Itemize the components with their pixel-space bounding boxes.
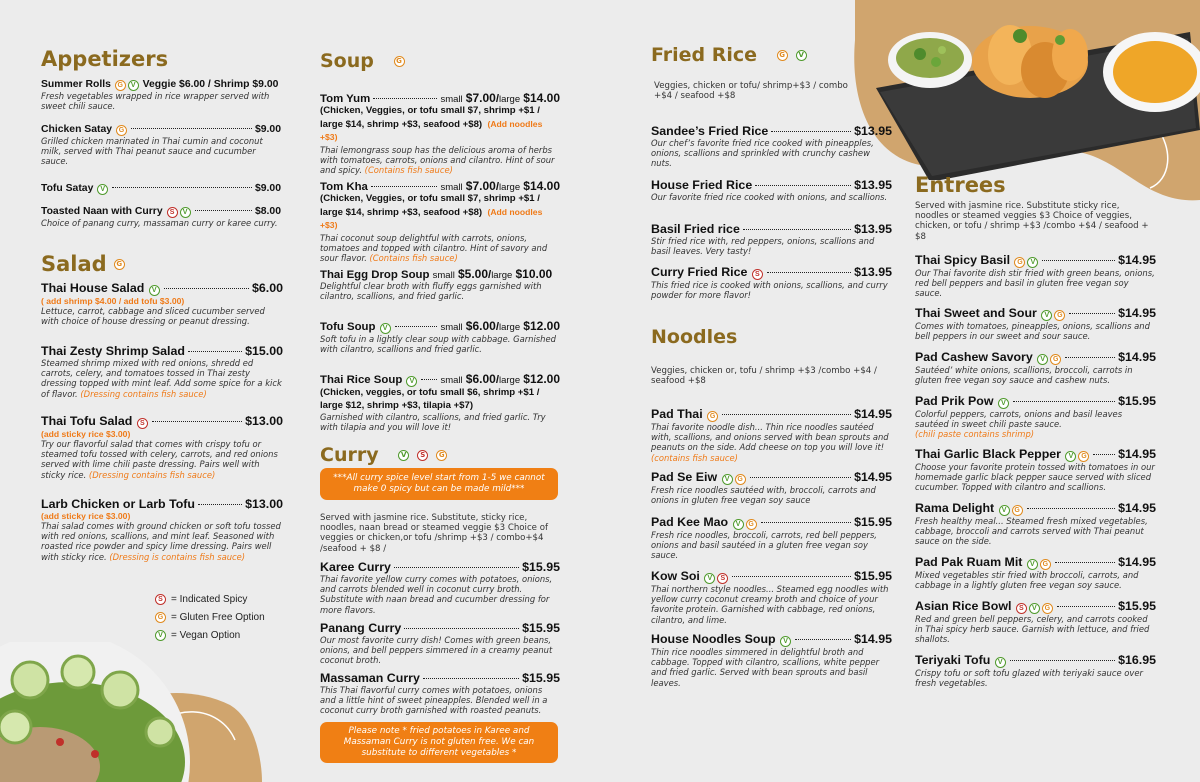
small-price: $7.00 bbox=[465, 91, 496, 105]
fish-sauce-note: (Dressing is contains fish sauce) bbox=[109, 551, 246, 562]
item-description: Thai northern style noodles... Steamed egg noodles with yellow curry coconut creamy broth and choice of your favorite protein. Garnished with cabbage, red onions, cilantro, and lime. bbox=[651, 584, 889, 625]
cashew-item bbox=[915, 350, 1156, 385]
asian-rice-bowl-item bbox=[915, 599, 1156, 645]
item-name: Thai Sweet and Sour bbox=[915, 306, 1037, 320]
leader-dots bbox=[743, 229, 851, 230]
vegan-icon: V bbox=[128, 80, 139, 91]
leader-dots bbox=[112, 187, 252, 188]
gluten-free-icon: G bbox=[735, 474, 746, 485]
item-price: $13.95 bbox=[854, 124, 892, 138]
salad-title: Salad G bbox=[41, 252, 126, 276]
shrimp-paste-note: (chili paste contains shrimp) bbox=[915, 429, 1035, 440]
item-name: Tofu Satay bbox=[41, 183, 94, 194]
item-name: Pad Cashew Savory bbox=[915, 350, 1033, 364]
item-price: $14.95 bbox=[1118, 447, 1156, 461]
item-description: Red and green bell peppers, celery, and carrots cooked in Thai spicy herb sauce. Garnish with lettuce, and fried shallots. bbox=[915, 614, 1150, 645]
item-price: $16.95 bbox=[1118, 653, 1156, 667]
leader-dots bbox=[152, 421, 242, 422]
gluten-free-icon: G bbox=[707, 411, 718, 422]
item-price: $15.95 bbox=[522, 671, 560, 685]
vegan-icon: V bbox=[97, 184, 108, 195]
leader-dots bbox=[761, 522, 852, 523]
item-name: Pad Pak Ruam Mit bbox=[915, 555, 1023, 569]
size-options: (Chicken, veggies, or tofu small $6, shrimp +$1 / large $12, shrimp +$3, tilapia +$7) bbox=[320, 387, 540, 411]
item-name: Pad Se Eiw bbox=[651, 470, 718, 484]
leader-dots bbox=[164, 288, 249, 289]
item-description: Thai favorite yellow curry comes with potatoes, onions, and carrots blended well in coconut curry broth. Substitute with naan bread and cucumber dressing for more flavors. bbox=[320, 574, 553, 615]
gluten-free-icon: G bbox=[1040, 559, 1051, 570]
item-description: Our favorite fried rice cooked with onions, and scallions. bbox=[651, 192, 888, 202]
pak-ruam-mit-item bbox=[915, 555, 1156, 590]
item-description: Thai coconut soup delightful with carrots, onions, tomatoes and topped with cilantro. Hint of savory and sour flavor. bbox=[320, 232, 548, 263]
garlic-pepper-item bbox=[915, 447, 1156, 493]
item-price: $15.95 bbox=[854, 515, 892, 529]
larb-item bbox=[41, 497, 283, 562]
gluten-free-icon: G bbox=[1078, 451, 1089, 462]
legend-gluten-free: = Gluten Free Option bbox=[171, 611, 265, 623]
leader-dots bbox=[1069, 313, 1115, 314]
larb-food-photo bbox=[0, 642, 200, 782]
item-description: Steamed shrimp mixed with red onions, shredd ed carrots, celery, and tomatoes tossed in Thai zesty dressing topped with mint leaf. Add some spice for a kick of flavor. bbox=[41, 358, 282, 399]
item-name: Basil Fried rice bbox=[651, 222, 740, 236]
spicy-icon: S bbox=[752, 269, 763, 280]
leader-dots bbox=[373, 98, 437, 99]
item-price: $13.95 bbox=[854, 265, 892, 279]
item-name: Pad Prik Pow bbox=[915, 394, 994, 408]
item-description: Choose your favorite protein tossed with tomatoes in our homemade garlic black pepper sauce served with sliced cucumber. Topped with cilantro and scallions. bbox=[915, 462, 1155, 493]
item-description: Our most favorite curry dish! Comes with green beans, onions, and bell peppers simmered in a creamy peanut coconut broth. bbox=[320, 635, 553, 666]
item-description: Sautéed’ white onions, scallions, broccoli, carrots in gluten free vegan soy sauce and cashew nuts. bbox=[915, 365, 1133, 386]
item-add-on-note: (add sticky rice $3.00) bbox=[41, 511, 131, 521]
leader-dots bbox=[1042, 260, 1115, 261]
large-price: $12.00 bbox=[523, 319, 560, 333]
fish-sauce-note: (Dressing contains fish sauce) bbox=[80, 388, 207, 399]
leader-dots bbox=[371, 186, 438, 187]
item-price: $14.95 bbox=[1118, 501, 1156, 515]
teriyaki-tofu-item bbox=[915, 653, 1156, 688]
small-label: small bbox=[440, 322, 463, 333]
spicy-icon: S bbox=[137, 418, 148, 429]
item-name: Pad Thai bbox=[651, 407, 703, 421]
item-name: Thai Spicy Basil bbox=[915, 253, 1011, 267]
item-name: Rama Delight bbox=[915, 501, 995, 515]
item-name: Kow Soi bbox=[651, 569, 700, 583]
leader-dots bbox=[722, 414, 851, 415]
soup-title: Soup G bbox=[320, 50, 406, 72]
tofu-satay-item bbox=[41, 183, 281, 195]
panang-curry-item bbox=[320, 621, 560, 666]
small-label: small bbox=[432, 270, 455, 281]
item-name: Tom Kha bbox=[320, 181, 368, 193]
leader-dots bbox=[1055, 562, 1115, 563]
item-price: $14.95 bbox=[1118, 253, 1156, 267]
item-price: $6.00 bbox=[251, 281, 283, 295]
noodles-intro: Veggies, chicken or, tofu / shrimp +$3 /combo +$4 / seafood +$8 bbox=[651, 366, 877, 387]
large-label: large bbox=[499, 322, 521, 333]
item-price: $14.95 bbox=[1118, 306, 1156, 320]
item-name: Teriyaki Tofu bbox=[915, 653, 991, 667]
item-description: Delightful clear broth with fluffy eggs garnished with cilantro, scallions, and fried garlic. bbox=[320, 281, 542, 302]
house-noodle-soup-item bbox=[651, 632, 892, 688]
item-name: Thai Rice Soup bbox=[320, 374, 403, 386]
small-price: $7.00 bbox=[465, 179, 496, 193]
item-description: Mixed vegetables stir fried with broccoli, carrots, and cabbage in a lightly gluten free vegan soy sauce. bbox=[915, 570, 1139, 591]
leader-dots bbox=[423, 678, 519, 679]
item-description: Fresh rice noodles, broccoli, carrots, red bell peppers, onions and basil sautéed in a gluten free vegan soy sauce. bbox=[651, 530, 877, 561]
small-price: $6.00 bbox=[465, 319, 496, 333]
gluten-free-icon: G bbox=[1050, 354, 1061, 365]
gluten-free-icon: G bbox=[394, 56, 405, 67]
fish-sauce-note: (Dressing contains fish sauce) bbox=[88, 469, 216, 480]
house-salad-item bbox=[41, 281, 283, 326]
large-label: large bbox=[499, 375, 521, 386]
curry-title: Curry V S G bbox=[320, 444, 448, 466]
leader-dots bbox=[795, 639, 851, 640]
item-name: Thai Garlic Black Pepper bbox=[915, 447, 1061, 461]
satay-food-photo bbox=[870, 0, 1200, 180]
vegan-icon: V bbox=[1037, 354, 1048, 365]
leader-dots bbox=[421, 379, 437, 380]
size-options: (Chicken, Veggies, or tofu small $7, shrimp +$1 / large $14, shrimp +$3, seafood +$8) bbox=[320, 193, 540, 218]
small-label: small bbox=[440, 375, 463, 386]
item-description: Choice of panang curry, massaman curry or karee curry. bbox=[41, 218, 278, 228]
gluten-free-icon: G bbox=[1042, 603, 1053, 614]
item-price: $15.00 bbox=[245, 344, 283, 358]
item-name: Karee Curry bbox=[320, 560, 391, 574]
leader-dots bbox=[131, 128, 252, 129]
large-price: $12.00 bbox=[523, 372, 560, 386]
gluten-free-icon: G bbox=[436, 450, 447, 461]
rice-soup-item: Thai Rice Soup V small $6.00 / large $12.00 (Chicken, veggies, or tofu small $6, shrimp +$1 / large $12, shrimp +$3, tilapia +$7) Garnished with cilantro, scallions, and fried garlic. Try with tilapia and you will love it! bbox=[320, 372, 560, 433]
vegan-icon: V bbox=[149, 285, 160, 296]
gluten-free-icon: G bbox=[155, 612, 166, 623]
gluten-free-icon: G bbox=[1012, 505, 1023, 516]
item-description: Colorful peppers, carrots, onions and basil leaves sautéed in sweet chili paste sauce. bbox=[915, 409, 1123, 430]
item-description: Fresh healthy meal... Steamed fresh mixed vegetables, cabbage, broccoli and carrots served with Thai peanut sauce on the side. bbox=[915, 516, 1148, 547]
vegan-icon: V bbox=[995, 657, 1006, 668]
sweet-sour-item bbox=[915, 306, 1156, 341]
small-price: $6.00 bbox=[465, 372, 496, 386]
tom-kha-item: Tom Kha small $7.00 / large $14.00 (Chicken, Veggies, or tofu small $7, shrimp +$1 / large $14, shrimp +$3, seafood +$8) (Add noodles +$3) Thai coconut soup delightful with carrots, onions, tomatoes and topped with cilantro. Hint of savory and sour flavor. (Contains fish sauce) bbox=[320, 179, 560, 263]
icon-legend bbox=[154, 590, 265, 644]
item-name: Tofu Soup bbox=[320, 321, 376, 333]
fish-sauce-note: (contains fish sauce) bbox=[651, 452, 738, 463]
item-name: Chicken Satay bbox=[41, 124, 113, 135]
leader-dots bbox=[771, 131, 851, 132]
item-price: $15.95 bbox=[1118, 599, 1156, 613]
item-price: $15.95 bbox=[1118, 394, 1156, 408]
curry-fried-rice-item bbox=[651, 265, 892, 300]
item-price: $14.95 bbox=[854, 632, 892, 646]
gluten-free-icon: G bbox=[746, 519, 757, 530]
item-description: Try our flavorful salad that comes with crispy tofu or steamed tofu tossed with celery, carrots, and red onions served with lime chili paste dressing. Pairs well with sticky rice. bbox=[41, 439, 278, 480]
leader-dots bbox=[1093, 454, 1115, 455]
item-name: Asian Rice Bowl bbox=[915, 599, 1012, 613]
item-price: $13.00 bbox=[245, 414, 283, 428]
item-price: $9.00 bbox=[254, 183, 281, 194]
item-name: Thai Egg Drop Soup bbox=[320, 269, 430, 281]
prik-pow-item bbox=[915, 394, 1156, 440]
item-add-on-note: (add sticky rice $3.00) bbox=[41, 429, 131, 439]
item-price: $9.00 bbox=[254, 124, 281, 135]
item-price: $13.95 bbox=[854, 222, 892, 236]
leader-dots bbox=[195, 210, 252, 211]
item-description: Thai favorite noodle dish... Thin rice noodles sautéed with, scallions, and onions served with bean sprouts and peanuts on the side. Add cheese on top you will love it! bbox=[651, 422, 889, 453]
item-description: Soft tofu in a lightly clear soup with cabbage. Garnished with cilantro, scallions and fried garlic. bbox=[320, 334, 556, 355]
vegan-icon: V bbox=[704, 573, 715, 584]
item-description: This Thai flavorful curry comes with potatoes, onions and a little hint of sweet pineapples. Blended well in a coconut curry broth garnished with roasted peanuts. bbox=[320, 685, 548, 716]
item-price: $8.00 bbox=[254, 206, 281, 217]
zesty-shrimp-salad-item bbox=[41, 344, 283, 399]
item-description: Thin rice noodles simmered in delightful broth and cabbage. Topped with cilantro, scallions, white pepper and fried garlic. Served with bean sprouts and basil leaves. bbox=[651, 647, 880, 688]
leader-dots bbox=[395, 326, 438, 327]
gluten-free-icon: G bbox=[115, 80, 126, 91]
item-name: Massaman Curry bbox=[320, 671, 420, 685]
item-name: House Noodles Soup bbox=[651, 632, 776, 646]
tom-yum-item: Tom Yum small $7.00 / large $14.00 (Chicken, Veggies, or tofu small $7, shrimp +$1 / large $14, shrimp +$3, seafood +$8) (Add noodles +$3) Thai lemongrass soup has the delicious aroma of herbs with tomatoes, carrots, onions and cilantro. Hint of sour and spicy. (Contains fish sauce) bbox=[320, 91, 560, 175]
vegan-icon: V bbox=[406, 376, 417, 387]
item-description: Our Thai favorite dish stir fried with green beans, onions, red bell peppers and basil in gluten free vegan soy sauce. bbox=[915, 268, 1155, 299]
item-description: Thai salad comes with ground chicken or soft tofu tossed with red onions, scallions, and mint leaf. Seasoned with roasted rice powder and spicy lime dressing. Pairs well with sticky rice. bbox=[41, 521, 281, 562]
large-price: $10.00 bbox=[515, 267, 553, 281]
spicy-icon: S bbox=[417, 450, 428, 461]
item-description: Stir fried rice with, red peppers, onions, scallions and basil leaves. Very tasty! bbox=[651, 236, 875, 257]
basil-fried-rice-item bbox=[651, 222, 892, 256]
item-name: Summer Rolls bbox=[41, 79, 111, 90]
entrees-title: Entrees bbox=[915, 173, 1006, 197]
item-name: House Fried Rice bbox=[651, 178, 753, 192]
small-price: $5.00 bbox=[457, 267, 489, 281]
leader-dots bbox=[198, 504, 242, 505]
tofu-salad-item bbox=[41, 414, 283, 480]
item-price: $13.95 bbox=[854, 178, 892, 192]
item-name: Pad Kee Mao bbox=[651, 515, 729, 529]
large-price: $14.00 bbox=[523, 91, 560, 105]
vegan-icon: V bbox=[1065, 451, 1076, 462]
vegan-icon: V bbox=[155, 630, 166, 641]
leader-dots bbox=[1010, 660, 1115, 661]
pad-se-eiw-item bbox=[651, 470, 892, 505]
fish-sauce-note: (Contains fish sauce) bbox=[369, 252, 458, 263]
leader-dots bbox=[767, 272, 851, 273]
item-price: $14.95 bbox=[854, 470, 892, 484]
item-description: Lettuce, carrot, cabbage and sliced cucumber served with choice of house dressing or peanut dressing. bbox=[41, 306, 265, 327]
kow-soi-item bbox=[651, 569, 892, 625]
vegan-icon: V bbox=[398, 450, 409, 461]
gluten-free-icon: G bbox=[114, 259, 125, 270]
item-price: $14.95 bbox=[1118, 555, 1156, 569]
toasted-naan-item bbox=[41, 206, 281, 228]
vegan-icon: V bbox=[380, 323, 391, 334]
item-description: Our chef’s favorite fried rice cooked with pineapples, onions, scallions and sprinkled with crunchy cashew nuts. bbox=[651, 138, 874, 169]
summer-rolls-item bbox=[41, 79, 281, 111]
rama-delight-item bbox=[915, 501, 1156, 547]
vegan-icon: V bbox=[1027, 257, 1038, 268]
fish-sauce-note: (Contains fish sauce) bbox=[364, 164, 453, 175]
item-description: Grilled chicken marinated in Thai cumin and coconut milk, served with Thai peanut sauce and cucumber sauce. bbox=[41, 136, 263, 167]
item-name: Thai Zesty Shrimp Salad bbox=[41, 344, 185, 358]
legend-vegan: = Vegan Option bbox=[171, 629, 241, 641]
item-price: $15.95 bbox=[522, 621, 560, 635]
noodle-add-on: (Add noodles +$3) bbox=[320, 206, 543, 230]
curry-intro: Served with jasmine rice. Substitute, sticky rice, noodles, naan bread or steamed veggie $3 Choice of veggies or chicken,or tofu /shrimp +$3 / combo+$4 /seafood + $8 / bbox=[320, 513, 548, 554]
sandee-fried-rice-item bbox=[651, 124, 892, 169]
massaman-curry-item bbox=[320, 671, 560, 716]
vegan-icon: V bbox=[180, 207, 191, 218]
item-name: Panang Curry bbox=[320, 621, 402, 635]
appetizers-title: Appetizers bbox=[41, 47, 169, 71]
item-description: Crispy tofu or soft tofu glazed with teriyaki sauce over fresh vegetables. bbox=[915, 668, 1143, 689]
item-name: Sandee’s Fried Rice bbox=[651, 124, 769, 138]
item-description: Fresh rice noodles sautéed with, broccoli, carrots and onions in gluten free vegan soy sauce bbox=[651, 485, 876, 506]
leader-dots bbox=[188, 351, 242, 352]
vegan-icon: V bbox=[1041, 310, 1052, 321]
vegan-icon: V bbox=[999, 505, 1010, 516]
vegan-icon: V bbox=[998, 398, 1009, 409]
leader-dots bbox=[394, 567, 519, 568]
item-add-on-note: ( add shrimp $4.00 / add tofu $3.00) bbox=[41, 296, 185, 306]
item-description: Thai lemongrass soup has the delicious aroma of herbs with tomatoes, carrots, onions and cilantro. Hint of sour and spicy. bbox=[320, 144, 555, 175]
item-name: Thai House Salad bbox=[41, 281, 145, 295]
gluten-free-icon: G bbox=[1054, 310, 1065, 321]
fried-rice-title: Fried Rice G V bbox=[651, 44, 808, 66]
tofu-soup-item: Tofu Soup V small $6.00 / large $12.00 Soft tofu in a lightly clear soup with cabbage. Garnished with cilantro, scallions and fried garlic. bbox=[320, 319, 560, 355]
item-price: $14.95 bbox=[1118, 350, 1156, 364]
legend-spicy: = Indicated Spicy bbox=[171, 593, 248, 605]
leader-dots bbox=[1013, 401, 1115, 402]
spicy-icon: S bbox=[167, 207, 178, 218]
leader-dots bbox=[404, 628, 519, 629]
item-name: Thai Tofu Salad bbox=[41, 414, 133, 428]
leader-dots bbox=[750, 477, 852, 478]
item-name: Tom Yum bbox=[320, 93, 371, 105]
item-description: Fresh vegetables wrapped in rice wrapper served with sweet chili sauce. bbox=[41, 91, 270, 112]
gluten-free-icon: G bbox=[116, 125, 127, 136]
noodles-title: Noodles bbox=[651, 326, 738, 348]
item-description: This fried rice is cooked with onions, scallions, and curry powder for more flavor! bbox=[651, 280, 888, 301]
entrees-intro: Served with jasmine rice. Substitute sticky rice, noodles or steamed veggies $3 Choice of veggies, chicken, or tofu / shrimp +$3 /combo +$4 / seafood + $8 bbox=[915, 201, 1149, 242]
spicy-icon: S bbox=[155, 594, 166, 605]
large-label: large bbox=[499, 182, 521, 193]
item-price: $15.95 bbox=[854, 569, 892, 583]
large-label: large bbox=[499, 94, 521, 105]
small-label: small bbox=[440, 182, 463, 193]
gluten-free-icon: G bbox=[777, 50, 788, 61]
vegan-icon: V bbox=[1027, 559, 1038, 570]
item-price: $15.95 bbox=[522, 560, 560, 574]
leader-dots bbox=[1065, 357, 1115, 358]
spice-level-notice: ***All curry spice level start from 1-5 we cannot make 0 spicy but can be made mild*** bbox=[320, 468, 558, 500]
egg-drop-soup-item: Thai Egg Drop Soup small $5.00 / large $10.00 Delightful clear broth with fluffy eggs garnished with cilantro, scallions, and fried garlic. bbox=[320, 267, 560, 301]
pad-kee-mao-item bbox=[651, 515, 892, 561]
vegan-icon: V bbox=[796, 50, 807, 61]
small-label: small bbox=[440, 94, 463, 105]
leader-dots bbox=[1057, 606, 1115, 607]
spicy-icon: S bbox=[717, 573, 728, 584]
vegan-icon: V bbox=[733, 519, 744, 530]
house-fried-rice-item bbox=[651, 178, 892, 202]
item-description: Garnished with cilantro, scallions, and fried garlic. Try with tilapia and you will love it! bbox=[320, 412, 546, 433]
chicken-satay-item bbox=[41, 124, 281, 167]
large-label: large bbox=[491, 270, 513, 281]
fried-rice-intro: Veggies, chicken or tofu/ shrimp+$3 / combo +$4 / seafood +$8 bbox=[654, 81, 848, 102]
item-name: Larb Chicken or Larb Tofu bbox=[41, 497, 195, 511]
spicy-icon: S bbox=[1016, 603, 1027, 614]
potato-gluten-notice: Please note * fried potatoes in Karee and Massaman Curry is not gluten free. We can substitute to different vegetables * bbox=[320, 722, 558, 763]
vegan-icon: V bbox=[1029, 603, 1040, 614]
item-price: $14.95 bbox=[854, 407, 892, 421]
spicy-basil-item bbox=[915, 253, 1156, 299]
item-name: Curry Fried Rice bbox=[651, 265, 748, 279]
item-name: Toasted Naan with Curry bbox=[41, 206, 163, 217]
size-options: (Chicken, Veggies, or tofu small $7, shrimp +$1 / large $14, shrimp +$3, seafood +$8) bbox=[320, 105, 540, 130]
vegan-icon: V bbox=[722, 474, 733, 485]
item-description: Comes with tomatoes, pineapples, onions, scallions and bell peppers in our sweet and sour sauce. bbox=[915, 321, 1150, 342]
leader-dots bbox=[1027, 508, 1115, 509]
leader-dots bbox=[732, 576, 851, 577]
large-price: $14.00 bbox=[523, 179, 560, 193]
pad-thai-item bbox=[651, 407, 892, 463]
leader-dots bbox=[755, 185, 851, 186]
gluten-free-icon: G bbox=[1014, 257, 1025, 268]
item-price: $13.00 bbox=[245, 497, 283, 511]
karee-curry-item bbox=[320, 560, 560, 615]
item-price: Veggie $6.00 / Shrimp $9.00 bbox=[142, 79, 279, 90]
noodle-add-on: (Add noodles +$3) bbox=[320, 118, 543, 142]
vegan-icon: V bbox=[780, 636, 791, 647]
